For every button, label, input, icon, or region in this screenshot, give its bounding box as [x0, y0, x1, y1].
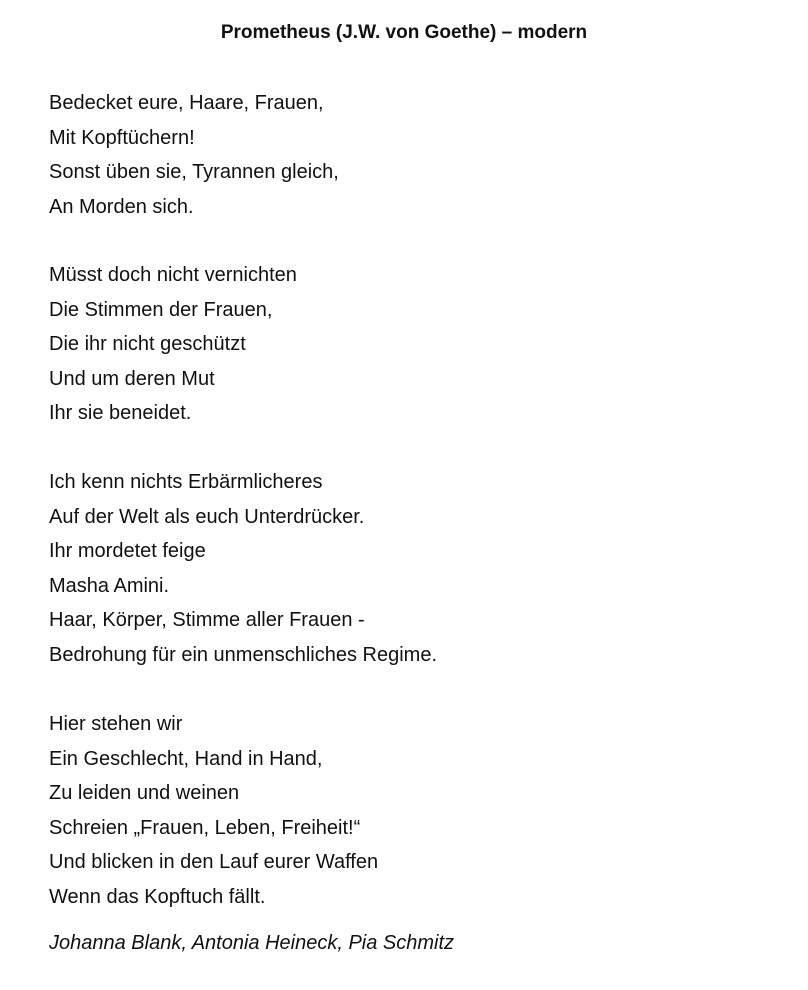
poem-line: Sonst üben sie, Tyrannen gleich,	[49, 161, 339, 184]
poem-line: Masha Amini.	[49, 574, 170, 597]
poem-line: Haar, Körper, Stimme aller Frauen -	[49, 609, 365, 632]
poem-line: Auf der Welt als euch Unterdrücker.	[49, 505, 365, 528]
stanza-2	[49, 258, 297, 431]
stanza-3	[49, 465, 437, 673]
poem-line: Zu leiden und weinen	[49, 782, 240, 805]
poem-line: Und um deren Mut	[49, 367, 215, 390]
poem-line: Ihr mordetet feige	[49, 540, 206, 563]
stanza-1	[49, 86, 339, 224]
poem-line: Ihr sie beneidet.	[49, 402, 192, 425]
poem-line: Ich kenn nichts Erbärmlicheres	[49, 471, 323, 493]
poem-authors: Johanna Blank, Antonia Heineck, Pia Schmitz	[49, 932, 455, 954]
poem-line: Mit Kopftüchern!	[49, 126, 195, 149]
poem-line: Müsst doch nicht vernichten	[49, 264, 297, 286]
poem-line: Und blicken in den Lauf eurer Waffen	[49, 851, 379, 874]
poem-line: Hier stehen wir	[49, 713, 183, 735]
poem-line: Bedrohung für ein unmenschliches Regime.	[49, 643, 437, 666]
stanza-4	[49, 707, 378, 915]
poem-line: Die ihr nicht geschützt	[49, 333, 246, 356]
poem-line: Schreien „Frauen, Leben, Freiheit!“	[49, 816, 361, 839]
poem-title: Prometheus (J.W. von Goethe) – modern	[220, 22, 588, 43]
poem-line: Bedecket eure, Haare, Frauen,	[49, 92, 324, 114]
poem-line: Wenn das Kopftuch fällt.	[49, 885, 266, 908]
poem-line: An Morden sich.	[49, 195, 194, 218]
poem-line: Ein Geschlecht, Hand in Hand,	[49, 747, 323, 770]
poem-line: Die Stimmen der Frauen,	[49, 298, 273, 321]
